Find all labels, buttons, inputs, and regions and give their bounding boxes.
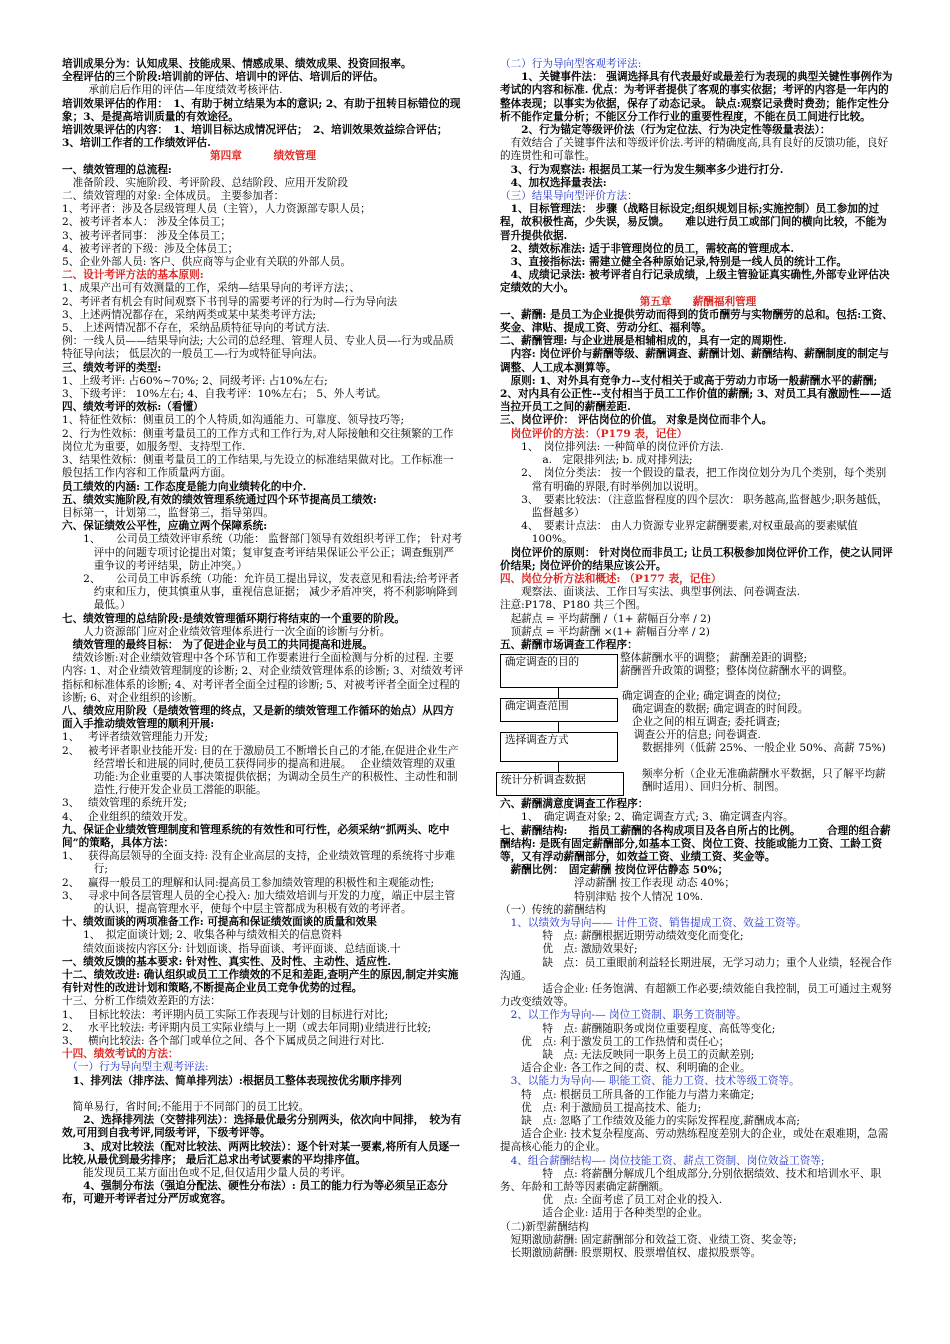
- text-line: 缺 点: 无法反映同一职务上员工的贡献差别;: [500, 1049, 755, 1061]
- text-line: 3、结果性效标：侧重考量员工的工作结果,与先设立的标准结果做对比。工作标准一般包括工作内容和工作质量两方面。: [62, 454, 454, 480]
- text-line: 观察法、面谈法、工作日写实法、典型事例法、问卷调查法.: [500, 586, 800, 599]
- flow-box-purpose: 确定调查的目的: [500, 654, 618, 688]
- text-line: 八、绩效应用阶段（是绩效管理的终点，又是新的绩效管理工作循环的始点）从四方面入手推动绩效管理的顺利开展:: [62, 704, 454, 731]
- text-line: 3、 要素比较法：（注意监督程度的四个层次： 职务越高,监督越少;职务越低，监督越多）: [500, 493, 888, 519]
- text-line: 1、 目标比较法：考评期内员工实际工作表现与计划的目标进行对比;: [62, 1008, 389, 1021]
- text-line: 3、下级考评： 10%左右; 4、自我考评：10%左右； 5、外人考试。: [62, 388, 387, 401]
- text-line: 特别津贴 按个人情况 10%.: [500, 890, 704, 903]
- text-line: 5、企业外部人员: 客户、供应商等与企业有关联的外部人员。: [62, 256, 352, 269]
- text-line: 1、 岗位排列法: 一种简单的岗位评价方法.: [500, 440, 724, 453]
- text-line: 2、以工作为导向-— 岗位工资制、职务工资制等。: [500, 1009, 747, 1022]
- text-line: 内容: 岗位评价与薪酬等级、薪酬调查、薪酬计划、薪酬结构、薪酬制度的制定与调整、人工成本测算等。: [500, 348, 889, 374]
- text-line: 能发现员工某方面出色或不足,但仅适用少量人员的考评。: [62, 1167, 352, 1180]
- flow-box-method: 选择调查方式: [500, 732, 618, 762]
- text-line: 特 点: 薪酬根据近期劳动绩效变化而变化;: [500, 930, 744, 943]
- text-line: 起薪点 = 平均薪酬 /（1+ 薪幅百分率 / 2): [500, 612, 712, 625]
- text-line: 3、 横向比较法: 各个部门或单位之间、各个下属成员之间进行对比.: [62, 1035, 385, 1048]
- right-column: [500, 58, 896, 1260]
- text-line: 2、行为性效标：侧重考量员工的工作方式和工作行为,对人际接触和交往频繁的工作岗位尤为重要，如服务型、支持型工作.: [62, 427, 454, 453]
- text-line: 十二、绩效改进: 确认组织或员工工作绩效的不足和差距,查明产生的原因,制定并实施有针对性的改进计划和策略,不断提高企业员工竞争优势的过程。: [62, 969, 459, 995]
- text-line: 短期激励薪酬: 固定薪酬部分和效益工资、业绩工资、奖金等;: [500, 1233, 797, 1246]
- text-line: 3、 绩效管理的系统开发;: [62, 797, 187, 810]
- text-line: 五、绩效实施阶段,有效的绩效管理系统通过四个环节提高员工绩效:: [62, 493, 377, 506]
- text-line: 1、 确定调查对象; 2、确定调查方式; 3、确定调查内容。: [500, 811, 794, 824]
- flow-note: 整体薪酬水平的调整； 薪酬差距的调整;: [620, 652, 808, 665]
- flow-note: 确定调查的企业; 确定调查的岗位;: [622, 690, 781, 703]
- left-column: [62, 58, 464, 1207]
- flow-box-scope: 确定调查范围: [500, 698, 618, 722]
- text-line: 简单易行，省时间;不能用于不同部门的员工比较。: [62, 1101, 310, 1114]
- right-column-top: [500, 58, 896, 652]
- text-line: 绩效诊断:对企业绩效管理中各个环节和工作要素进行全面检测与分析的过程. 主要内容: 1、对企业绩效管理制度的诊断; 2、对企业绩效管理体系的诊断; 3、对绩效考评指标和标准体系的诊断; 4、对考评者全面全过程的诊断; 5、对被考评者全面全过程的诊断; 6、对企业组织的诊断。: [62, 652, 464, 704]
- flow-note: 数据排列（低薪 25%、一般企业 50%、高薪 75%): [642, 742, 886, 755]
- text-line: 有效结合了关键事件法和等级评价法.考评的精确度高,具有良好的反馈功能，良好的连贯性和可靠性。: [500, 137, 889, 163]
- text-line: 3、被考评者同事： 涉及全体员工；: [62, 229, 232, 242]
- text-line: 4、被考评者的下级：涉及全体员工；: [62, 242, 239, 255]
- text-line: （二)新型薪酬结构: [500, 1220, 589, 1233]
- text-line: 3、以能力为导向-— 职能工资、能力工资、技术等级工资等。: [500, 1075, 800, 1088]
- text-line: （二）行为导向型客观考评法:: [500, 58, 642, 70]
- text-line: 3、上述两情况都存在，采纳两类或某中某类考评方法;: [62, 308, 316, 321]
- flow-connector: [558, 688, 559, 698]
- text-line: 适合企业: 任务饱满、有超额工作必要;绩效能自我控制，员工可通过主观努力改变绩效等。: [500, 982, 892, 1009]
- text-line: 一、绩效管理的总流程:: [62, 163, 172, 176]
- text-line: 七、绩效管理的总结阶段:是绩效管理循环期行将结束的一个重要的阶段。: [62, 612, 405, 625]
- text-line: 二、薪酬管理: 与企业进展是相辅相成的，具有一定的周期性.: [500, 335, 787, 348]
- text-line: 绩效管理的最终目标： 为了促进企业与员工的共同提高和进展。: [62, 638, 373, 651]
- text-line: 浮动薪酬 按工作表现 动态 40%；: [500, 877, 735, 890]
- text-line: 注意:P178、P180 共三个图。: [500, 599, 647, 612]
- text-line: 优 点: 利于激发员工的工作热情和责任心；: [500, 1035, 730, 1048]
- text-line: 培训效果评估的内容： 1、培训目标达成情况评估； 2、培训效果效益综合评估； 3、培训工作者的工作绩效评估.: [62, 124, 453, 150]
- text-line: 1、关键事件法： 强调选择具有代表最好或最差行为表现的典型关键性事例作为考试的内容和标准. 优点：为考评者提供了客观的事实依据；考评的内容是一年内的整体表现；以事实为依据，保存了动态记录。 缺点:观察记录费时费劲；能作定性分析不能作定量分析；不能区分工作行业的重要性程度，不能在员工间进行比较。: [500, 71, 893, 123]
- text-line: 4、成绩记录法: 被考评者自行记录成绩，上级主管验证真实确性,外部专业评估决定绩效的大小。: [500, 269, 890, 295]
- text-line: 2、被考评者本人： 涉及全体员工；: [62, 216, 232, 229]
- flow-connector: [558, 762, 559, 772]
- text-line: 四、绩效考评的效标:（看懂）: [62, 401, 204, 414]
- text-line: 岗位评价的原则： 针对岗位而非员工; 让员工积极参加岗位评价工作，使之认同评价结果; 岗位评价的结果应该公开。: [500, 546, 893, 572]
- text-line: 六、薪酬满意度调查工作程序：: [500, 798, 649, 811]
- text-line: 优 点: 全面考虑了员工对企业的投入.: [500, 1194, 723, 1207]
- flow-note: 确定调查的数据; 确定调查的时间段。: [632, 703, 809, 716]
- text-line: a. 定限排列法; b. 成对排列法;: [500, 454, 693, 467]
- text-line: 特 点: 根据员工所具备的工作能力与潜力来确定;: [500, 1088, 755, 1101]
- text-line: 2、考评者有机会有时间观察下书刊导的需要考评的行为时—行为导向法: [62, 295, 398, 308]
- text-line: 3、行为观察法: 根据员工某一行为发生频率多少进行打分.: [500, 163, 784, 176]
- text-line: 适合企业: 适用于各种类型的企业。: [500, 1207, 709, 1220]
- text-line: 2、绩效标准法: 适于非管理岗位的员工，需较高的管理成本.: [500, 242, 795, 255]
- text-line: 五、薪酬市场调查工作程序：: [500, 638, 638, 651]
- flow-note: 企业之间的相互调查; 委托调查;: [632, 716, 781, 729]
- flow-note: 调查公开的信息; 问卷调查.: [634, 729, 761, 742]
- flow-box-analysis: 统计分析调查数据: [496, 772, 624, 796]
- text-line: 2、 岗位分类法： 按一个假设的量表，把工作岗位划分为几个类别，每个类别常有明确的界限,有时举例加以说明。: [500, 467, 887, 493]
- text-line: 十、绩效面谈的两项准备工作: 可提高和保证绩效面谈的质量和效果: [62, 916, 377, 929]
- text-line: 4、 要素计点法： 由人力资源专业界定薪酬要素,对权重最高的要素赋值 100%。: [500, 520, 858, 546]
- text-line: 人力资源部门应对企业绩效管理体系进行一次全面的诊断与分析。: [62, 625, 391, 638]
- text-line: 岗位评价的方法：（P179 表，记住）: [500, 427, 688, 440]
- text-line: 一、薪酬: 是员工为企业提供劳动而得到的货币酬劳与实物酬劳的总和。包括:工资、奖金、津贴、提成工资、劳动分红、福利等。: [500, 308, 893, 335]
- flow-note: 薪酬晋升政策的调整；整体岗位薪酬水平的调整。: [620, 665, 854, 678]
- right-column-bottom: [500, 798, 896, 1260]
- text-line: 第五章 薪酬福利管理: [639, 295, 757, 308]
- text-line: 1、以绩效为导向—— 计件工资、销售提成工资、效益工资等。: [500, 916, 807, 929]
- text-line: 承前启后作用的评估—年度绩效考核评估.: [88, 84, 283, 97]
- text-line: 三、绩效考评的类型:: [62, 361, 162, 374]
- text-line: 全程评估的三个阶段:培训前的评估、培训中的评估、培训后的评估。: [62, 71, 384, 84]
- text-line: 九、保证企业绩效管理制度和管理系统的有效性和可行性，必须采纳“抓两头、吃中间”的策略，具体方法：: [62, 823, 450, 849]
- text-line: 2、行为锚定等级评价法（行为定位法、行为决定性等级量表法）：: [500, 124, 831, 137]
- text-line: 缺 点: 忽略了工作绩效及能力的实际发挥程度,薪酬成本高;: [500, 1115, 800, 1128]
- text-line: 1、成果产出可有效测量的工作，采纳—结果导向的考评方法；、: [62, 282, 361, 295]
- text-line: 员工绩效的内涵: 工作态度是能力向业绩转化的中介.: [62, 480, 307, 493]
- text-line: 绩效面谈按内容区分: 计划面谈、指导面谈、考评面谈、总结面谈.十: [62, 942, 401, 955]
- text-line: 优 点: 利于激励员工提高技术、能力;: [500, 1101, 702, 1114]
- text-line: 十三、分析工作绩效差距的方法：: [62, 995, 221, 1008]
- text-line: 4、加权选择量表法:: [500, 176, 607, 189]
- text-line: 1、 拟定面谈计划; 2、收集各种与绩效相关的信息资料: [62, 929, 342, 942]
- text-line: 1、目标管理法： 步骤（战略目标设定;组织规划目标;实施控制）员工参加的过程，故积极性高，少失误，易反馈。 难以进行员工或部门间的横向比较，不能为晋升提供依据.: [500, 203, 887, 242]
- text-line: 四、岗位分析方法和概述: （P177 表，记住）: [500, 572, 722, 585]
- text-line: 适合企业: 技术复杂程度高、劳动熟练程度差别大的企业，或处在艰难期，急需提高核心能力的企业。: [500, 1128, 889, 1154]
- text-line: 2、选择排列法（交替排列法）：选择最优最劣分别两头，依次向中间排， 较为有效,可用到自我考评,同级考评，下级考评等。: [62, 1114, 462, 1140]
- text-line: 4、 企业组织的绩效开发。: [62, 810, 194, 823]
- text-line: 十四、绩效考试的方法：: [62, 1048, 179, 1061]
- text-line: 二、设计考评方法的基本原则:: [62, 269, 204, 282]
- text-line: 准备阶段、实施阶段、考评阶段、总结阶段、应用开发阶段: [62, 176, 349, 189]
- text-line: 一、绩效反馈的基本要求: 针对性、真实性、及时性、主动性、适应性.: [62, 955, 392, 968]
- text-line: 1、考评者：涉及各层级管理人员（主管），人力资源部专职人员；: [62, 203, 371, 216]
- text-line: 缺 点：员工重眼前利益轻长期进展，无学习动力；重个人业绩，轻视合作沟通。: [500, 956, 892, 982]
- text-line: 适合企业: 各工作之间的责、权、利明确的企业。: [500, 1062, 751, 1075]
- text-line: 二、绩效管理的对象: 全体成员。 主要参加者：: [62, 190, 285, 203]
- text-line: [62, 1088, 464, 1101]
- text-line: 1、特征性效标：侧重员工的个人特质,如沟通能力、可靠度、领导技巧等;: [62, 414, 405, 427]
- text-line: 1、 公司员工绩效评审系统（功能： 监督部门领导有效组织考评工作； 针对考评中的问题专项讨论提出对策；复审复查考评结果保证公平公正；调查甄别严重争议的考评结果，防止冲突。）: [62, 533, 463, 572]
- flow-connector: [558, 722, 559, 732]
- text-line: 3、直接指标法: 需建立健全各种原始记录,特别是一线人员的统计工作。: [500, 256, 848, 269]
- text-line: （三）结果导向型评价方法：: [500, 190, 638, 203]
- text-line: 3、成对比较法（配对比较法、两两比较法）：逐个针对某一要素,将所有人员逐一比较,从最优到最劣排序； 最后汇总求出考试要素的平均排序值。: [62, 1140, 460, 1166]
- text-line: 长期激励薪酬: 股票期权、股票增值权、虚拟股票等。: [500, 1247, 762, 1260]
- text-line: 特 点: 将薪酬分解成几个组成部分,分别依据绩效、技术和培训水平、职务、年龄和工龄等因素确定薪酬额。: [500, 1167, 882, 1194]
- text-line: （一）传统的薪酬结构: [500, 903, 606, 916]
- text-line: 特 点: 薪酬随职务或岗位重要程度、高低等变化;: [500, 1022, 776, 1035]
- text-line: 2、 赢得一般员工的理解和认同:提高员工参加绩效管理的积极性和主观能动性;: [62, 876, 435, 889]
- text-line: 2、 被考评者职业技能开发: 目的在于激励员工不断增长自己的才能,在促进企业生产经营增长和进展的同时,使员工获得同步的提高和进展。 企业绩效管理的双重功能:为企业重要的人事决策提供依据；为调动全员生产的积极性、主动性和制造性,行使开发企业员工潜能的职能。: [62, 744, 459, 797]
- text-line: 1、排列法（排序法、简单排列法）:根据员工整体表现按优劣顺序排列: [62, 1074, 402, 1087]
- flow-note: 频率分析（企业无准确薪酬水平数据，只了解平均薪酬时适用）、回归分析、制图。: [642, 768, 886, 794]
- salary-survey-flowchart: [500, 652, 896, 798]
- text-line: 六、保证绩效公平性，应确立两个保障系统:: [62, 520, 268, 533]
- text-line: 培训成果分为：认知成果、技能成果、情感成果、绩效成果、投资回报率。: [62, 58, 412, 70]
- text-line: 第四章 绩效管理: [210, 150, 316, 163]
- text-line: 优 点: 激励效果好;: [500, 943, 638, 956]
- text-line: 三、岗位评价： 评估岗位的价值。 对象是岗位而非个人。: [500, 414, 773, 427]
- text-line: 原则: 1、对外具有竞争力--支付相关于或高于劳动力市场一般薪酬水平的薪酬; 2、对内具有公正性--支付相当于员工工作价值的薪酬; 3、对员工具有激励性——适当拉开员工之间的薪酬差距.: [500, 374, 892, 414]
- text-line: 2、 公司员工申诉系统（功能：允许员工提出异议，发表意见和看法;给考评者约束和压力，使其慎重从事，重视信息证据； 减少矛盾冲突，将不利影响降到最低。）: [62, 572, 459, 612]
- text-line: 培训效果评估的作用： 1、有助于树立结果为本的意识; 2、有助于扭转目标错位的现象；3、是提高培训质量的有效途径。: [62, 97, 461, 123]
- text-line: 例：一线人员——结果导向法; 大公司的总经理、管理人员、专业人员—-行为或品质特征导向法； 低层次的一般员工—-行为或特征导向法。: [62, 335, 454, 361]
- text-line: 顶薪点 = 平均薪酬 ×(1+ 薪幅百分率 / 2): [500, 625, 710, 638]
- text-line: 目标第一，计划第二，监督第三，指导第四。: [62, 506, 274, 519]
- text-line: 1、 获得高层领导的全面支持: 没有企业高层的支持，企业绩效管理的系统将寸步难行;: [62, 850, 456, 876]
- text-line: 七、薪酬结构: 指员工薪酬的各构成项目及各自所占的比例。 合理的组合薪酬结构: 是既有固定薪酬部分,如基本工资、岗位工资、技能或能力工资、工龄工资等，又有浮动薪酬部分，如效益工资、业绩工资、奖金等。: [500, 824, 891, 863]
- text-line: 1、上级考评: 占60%~70%; 2、同级考评: 占10%左右;: [62, 374, 328, 387]
- text-line: 4、组合薪酬结构—- 岗位技能工资、薪点工资制、岗位效益工资等;: [500, 1154, 825, 1167]
- text-line: 3、 寻求中间各层管理人员的全心投入: 加大绩效培训与开发的力度，端正中层主管的认识，提高管理水平，使每个中层主管都成为积极有效的考评者。: [62, 889, 456, 915]
- text-line: 4、强制分布法（强迫分配法、硬性分布法）: 员工的能力行为等必须呈正态分布，可避开考评者过分严厉或宽容。: [62, 1180, 448, 1206]
- text-line: 薪酬比例： 固定薪酬 按岗位评估静态 50%；: [500, 864, 729, 877]
- text-line: 2、 水平比较法: 考评期内员工实际业绩与上一期（或去年同期)业绩进行比较;: [62, 1021, 432, 1034]
- text-line: 5、 上述两情况都不存在，采纳品质特征导向的考试方法.: [62, 322, 330, 335]
- text-line: 1、 考评者绩效管理能力开发;: [62, 731, 209, 744]
- text-line: （一）行为导向型主观考评法:: [62, 1061, 209, 1074]
